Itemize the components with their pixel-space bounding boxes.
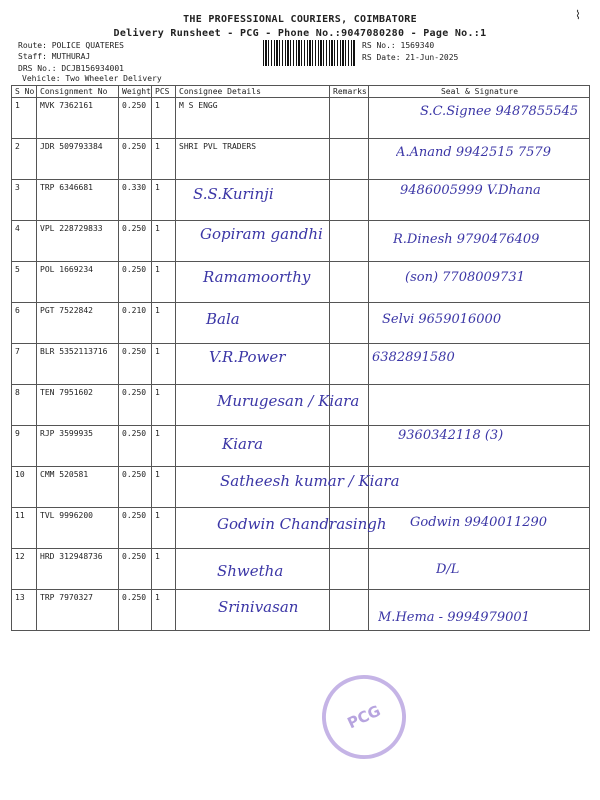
cell-pcs: 1	[152, 385, 176, 426]
cell-weight: 0.250	[119, 508, 152, 549]
handwritten-consignee: Shwetha	[217, 562, 284, 580]
handwritten-signature: M.Hema - 9994979001	[378, 610, 530, 625]
cell-remarks	[330, 590, 369, 631]
handwritten-consignee: S.S.Kurinji	[193, 185, 274, 203]
cell-sno: 1	[12, 98, 37, 139]
column-header-consignment: Consignment No	[37, 86, 119, 98]
route-label: Route: POLICE QUATERES	[18, 41, 124, 50]
table-row	[12, 549, 590, 590]
cell-pcs: 1	[152, 262, 176, 303]
cell-weight: 0.250	[119, 262, 152, 303]
cell-consignment-no: RJP 3599935	[37, 426, 119, 467]
corner-mark-icon: ⌇	[575, 8, 581, 22]
pcg-stamp: PCG	[308, 661, 420, 773]
cell-signature	[369, 385, 590, 426]
handwritten-signature: A.Anand 9942515 7579	[396, 145, 551, 160]
cell-consignment-no: VPL 228729833	[37, 221, 119, 262]
runsheet-subtitle: Delivery Runsheet - PCG - Phone No.:9047080280 - Page No.:1	[113, 28, 487, 39]
barcode	[263, 40, 355, 66]
table-header-row	[12, 86, 590, 98]
handwritten-consignee: V.R.Power	[209, 348, 286, 366]
cell-sno: 11	[12, 508, 37, 549]
rs-date: RS Date: 21-Jun-2025	[362, 53, 459, 62]
cell-consignee: M S ENGG	[176, 98, 330, 139]
cell-remarks	[330, 180, 369, 221]
cell-sno: 6	[12, 303, 37, 344]
cell-remarks	[330, 303, 369, 344]
cell-pcs: 1	[152, 549, 176, 590]
cell-consignment-no: POL 1669234	[37, 262, 119, 303]
column-header-pcs: PCS	[152, 86, 176, 98]
column-header-remarks: Remarks	[330, 86, 369, 98]
cell-weight: 0.250	[119, 549, 152, 590]
vehicle-label: Vehicle: Two Wheeler Delivery	[22, 74, 162, 83]
cell-pcs: 1	[152, 180, 176, 221]
handwritten-signature: 9360342118 (3)	[398, 428, 504, 443]
staff-label: Staff: MUTHURAJ	[18, 52, 91, 61]
handwritten-signature: R.Dinesh 9790476409	[393, 232, 540, 247]
cell-consignment-no: MVK 7362161	[37, 98, 119, 139]
cell-consignee	[176, 303, 330, 344]
cell-sno: 7	[12, 344, 37, 385]
cell-weight: 0.250	[119, 426, 152, 467]
cell-remarks	[330, 221, 369, 262]
cell-pcs: 1	[152, 139, 176, 180]
cell-weight: 0.250	[119, 467, 152, 508]
cell-remarks	[330, 549, 369, 590]
cell-pcs: 1	[152, 590, 176, 631]
column-header-weight: Weight	[119, 86, 152, 98]
handwritten-signature: 9486005999 V.Dhana	[400, 183, 541, 198]
cell-consignment-no: TEN 7951602	[37, 385, 119, 426]
column-header-consignee: Consignee Details	[176, 86, 330, 98]
cell-pcs: 1	[152, 344, 176, 385]
handwritten-signature: S.C.Signee 9487855545	[420, 104, 579, 119]
cell-weight: 0.250	[119, 139, 152, 180]
handwritten-consignee: Bala	[206, 310, 240, 328]
cell-pcs: 1	[152, 98, 176, 139]
cell-pcs: 1	[152, 303, 176, 344]
runsheet-table	[11, 85, 590, 631]
cell-sno: 2	[12, 139, 37, 180]
drs-label: DRS No.: DCJB156934001	[18, 64, 124, 73]
cell-sno: 5	[12, 262, 37, 303]
cell-weight: 0.250	[119, 385, 152, 426]
cell-consignment-no: TVL 9996200	[37, 508, 119, 549]
cell-consignment-no: CMM 520581	[37, 467, 119, 508]
handwritten-consignee: Gopiram gandhi	[200, 225, 323, 243]
cell-sno: 9	[12, 426, 37, 467]
cell-weight: 0.330	[119, 180, 152, 221]
cell-consignment-no: HRD 312948736	[37, 549, 119, 590]
cell-weight: 0.210	[119, 303, 152, 344]
handwritten-consignee: Satheesh kumar / Kiara	[220, 472, 400, 490]
handwritten-signature: 6382891580	[372, 350, 455, 365]
cell-signature	[369, 467, 590, 508]
handwritten-consignee: Murugesan / Kiara	[217, 392, 360, 410]
cell-weight: 0.250	[119, 221, 152, 262]
rs-number: RS No.: 1569340	[362, 41, 435, 50]
cell-remarks	[330, 139, 369, 180]
handwritten-signature: (son) 7708009731	[405, 270, 525, 285]
cell-consignment-no: JDR 509793384	[37, 139, 119, 180]
cell-sno: 8	[12, 385, 37, 426]
cell-consignment-no: BLR 5352113716	[37, 344, 119, 385]
handwritten-consignee: Godwin Chandrasingh	[217, 515, 387, 533]
cell-pcs: 1	[152, 426, 176, 467]
cell-consignment-no: TRP 7970327	[37, 590, 119, 631]
cell-pcs: 1	[152, 467, 176, 508]
cell-weight: 0.250	[119, 98, 152, 139]
cell-consignment-no: TRP 6346681	[37, 180, 119, 221]
cell-remarks	[330, 262, 369, 303]
handwritten-consignee: Ramamoorthy	[203, 268, 311, 286]
cell-consignee: SHRI PVL TRADERS	[176, 139, 330, 180]
company-title: THE PROFESSIONAL COURIERS, COIMBATORE	[183, 14, 417, 25]
table-row	[12, 303, 590, 344]
handwritten-consignee: Kiara	[222, 435, 264, 453]
cell-signature	[369, 549, 590, 590]
cell-remarks	[330, 344, 369, 385]
handwritten-signature: D/L	[436, 562, 460, 577]
cell-sno: 10	[12, 467, 37, 508]
cell-pcs: 1	[152, 508, 176, 549]
table-row	[12, 344, 590, 385]
cell-pcs: 1	[152, 221, 176, 262]
cell-weight: 0.250	[119, 344, 152, 385]
cell-sno: 4	[12, 221, 37, 262]
handwritten-signature: Selvi 9659016000	[382, 312, 502, 327]
column-header-sno: S No	[12, 86, 37, 98]
cell-remarks	[330, 98, 369, 139]
handwritten-signature: Godwin 9940011290	[410, 515, 548, 530]
cell-sno: 12	[12, 549, 37, 590]
cell-consignment-no: PGT 7522842	[37, 303, 119, 344]
cell-sno: 3	[12, 180, 37, 221]
column-header-signature: Seal & Signature	[369, 86, 590, 98]
cell-remarks	[330, 426, 369, 467]
cell-weight: 0.250	[119, 590, 152, 631]
cell-sno: 13	[12, 590, 37, 631]
handwritten-consignee: Srinivasan	[218, 598, 299, 616]
